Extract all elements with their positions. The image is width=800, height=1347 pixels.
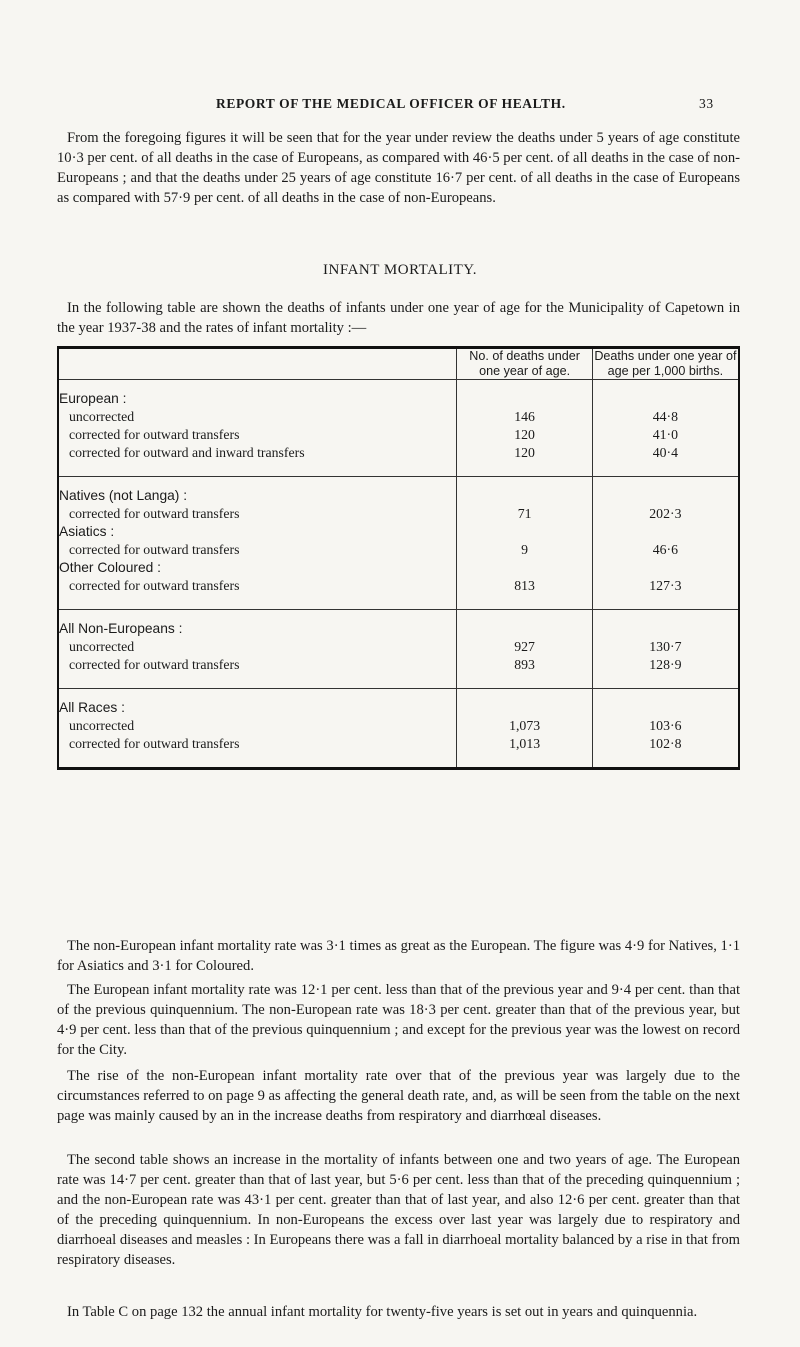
table-group <box>58 380 739 477</box>
row-label: corrected for outward transfers <box>69 506 240 521</box>
paragraph-european-rate: The European infant mortality rate was 12·1 per cent. less than that of the previous year and 9·4 per cent. than that of the previous quinquennium. The non-European rate was 18·3 per cent. greater than that of the previous year, but 4·9 per cent. less than that of the previous quinquennium ; and except for the previous year was the lowest on record for the City. <box>57 982 740 1058</box>
rate-value: 41·0 <box>652 427 679 442</box>
rate-value <box>593 523 738 541</box>
deaths-value: 1,013 <box>509 736 541 751</box>
table-cell-deaths <box>457 380 592 477</box>
paragraph-ratio: The non-European infant mortality rate was 3·1 times as great as the European. The figure was 4·9 for Natives, 1·1 for Asiatics and 3·1 for Coloured. <box>57 938 740 974</box>
row-group-heading: Other Coloured : <box>59 560 161 575</box>
deaths-value <box>457 487 591 505</box>
table-cell-rate <box>592 380 739 477</box>
deaths-value: 9 <box>521 542 529 557</box>
rate-value <box>593 487 738 505</box>
row-label: corrected for outward transfers <box>69 578 240 593</box>
deaths-value: 927 <box>514 639 535 654</box>
infant-mortality-table <box>57 346 740 770</box>
header-deaths: No. of deaths under one year of age. <box>457 348 592 380</box>
paragraph-rise: The rise of the non-European infant mortality rate over that of the previous year was largely due to the circumstances referred to on page 9 as affecting the general death rate, and, as will be seen from the table on the next page was mainly caused by an in the increase deaths from respiratory and diarrhœal diseases. <box>57 1068 740 1124</box>
header-rate: Deaths under one year of age per 1,000 births. <box>592 348 739 380</box>
section-heading: INFANT MORTALITY. <box>323 262 477 278</box>
rate-value <box>593 699 738 717</box>
table-group <box>58 610 739 689</box>
row-group-heading: European : <box>59 391 127 406</box>
deaths-value: 120 <box>514 427 535 442</box>
table-cell-label <box>58 477 457 610</box>
row-label: corrected for outward and inward transfers <box>69 445 305 460</box>
rate-value: 102·8 <box>649 736 682 751</box>
row-label: uncorrected <box>69 639 135 654</box>
rate-value: 130·7 <box>649 639 682 654</box>
row-label: uncorrected <box>69 409 135 424</box>
deaths-value: 893 <box>514 657 535 672</box>
table-cell-rate <box>592 610 739 689</box>
page-number: 33 <box>699 96 714 111</box>
table-cell-deaths <box>457 610 592 689</box>
rate-value: 202·3 <box>649 506 682 521</box>
table-cell-label <box>58 610 457 689</box>
deaths-value: 71 <box>517 506 532 521</box>
rate-value: 44·8 <box>652 409 679 424</box>
row-group-heading: All Non-Europeans : <box>59 621 183 636</box>
table-header-blank <box>58 348 457 380</box>
deaths-value <box>457 699 591 717</box>
rate-value: 46·6 <box>652 542 679 557</box>
row-group-heading: Asiatics : <box>59 524 115 539</box>
deaths-value <box>457 390 591 408</box>
deaths-value: 120 <box>514 445 535 460</box>
intro-paragraph: From the foregoing figures it will be seen that for the year under review the deaths under 5 years of age constitute 10·3 per cent. of all deaths in the case of Europeans, as compared with 46·5 per cent. of all deaths in the case of non-Europeans ; and that the deaths under 25 years of age constitute 16·7 per cent. of all deaths in the case of Europeans as compared with 57·9 per cent. of all deaths in the case of non-Europeans. <box>57 130 740 206</box>
rate-value <box>593 559 738 577</box>
row-label: uncorrected <box>69 718 135 733</box>
paragraph-table-c: In Table C on page 132 the annual infant mortality for twenty-five years is set out in years and quinquennia. <box>67 1304 698 1320</box>
paragraph-second-table: The second table shows an increase in the mortality of infants between one and two years of age. The European rate was 14·7 per cent. greater than that of last year, but 5·6 per cent. less than that of the preceding quinquennium ; and the non-European rate was 43·1 per cent. greater than that of last year, and also 12·6 per cent. greater than that of the preceding quinquennium. In non-Europeans the excess over last year was largely due to respiratory and diarrhoeal diseases and measles : In Europeans there was a fall in diarrhoeal mortality balanced by a rise in that from respiratory diseases. <box>57 1152 740 1268</box>
row-label: corrected for outward transfers <box>69 427 240 442</box>
rate-value: 40·4 <box>652 445 679 460</box>
table-group <box>58 689 739 769</box>
table-group <box>58 477 739 610</box>
table-cell-deaths <box>457 689 592 769</box>
deaths-value <box>457 559 591 577</box>
deaths-value: 146 <box>514 409 535 424</box>
deaths-value <box>457 523 591 541</box>
table-cell-rate <box>592 689 739 769</box>
running-head-title: REPORT OF THE MEDICAL OFFICER OF HEALTH. <box>216 96 566 111</box>
rate-value <box>593 390 738 408</box>
rate-value <box>593 620 738 638</box>
row-group-heading: All Races : <box>59 700 125 715</box>
table-cell-rate <box>592 477 739 610</box>
rate-value: 127·3 <box>649 578 682 593</box>
row-label: corrected for outward transfers <box>69 542 240 557</box>
row-label: corrected for outward transfers <box>69 736 240 751</box>
deaths-value: 1,073 <box>509 718 541 733</box>
table-cell-deaths <box>457 477 592 610</box>
table-cell-label <box>58 689 457 769</box>
deaths-value: 813 <box>514 578 535 593</box>
rate-value: 103·6 <box>649 718 682 733</box>
row-label: corrected for outward transfers <box>69 657 240 672</box>
rate-value: 128·9 <box>649 657 682 672</box>
table-cell-label <box>58 380 457 477</box>
deaths-value <box>457 620 591 638</box>
table-intro-paragraph: In the following table are shown the deaths of infants under one year of age for the Municipality of Capetown in the year 1937-38 and the rates of infant mortality :— <box>57 300 740 336</box>
row-group-heading: Natives (not Langa) : <box>59 488 188 503</box>
